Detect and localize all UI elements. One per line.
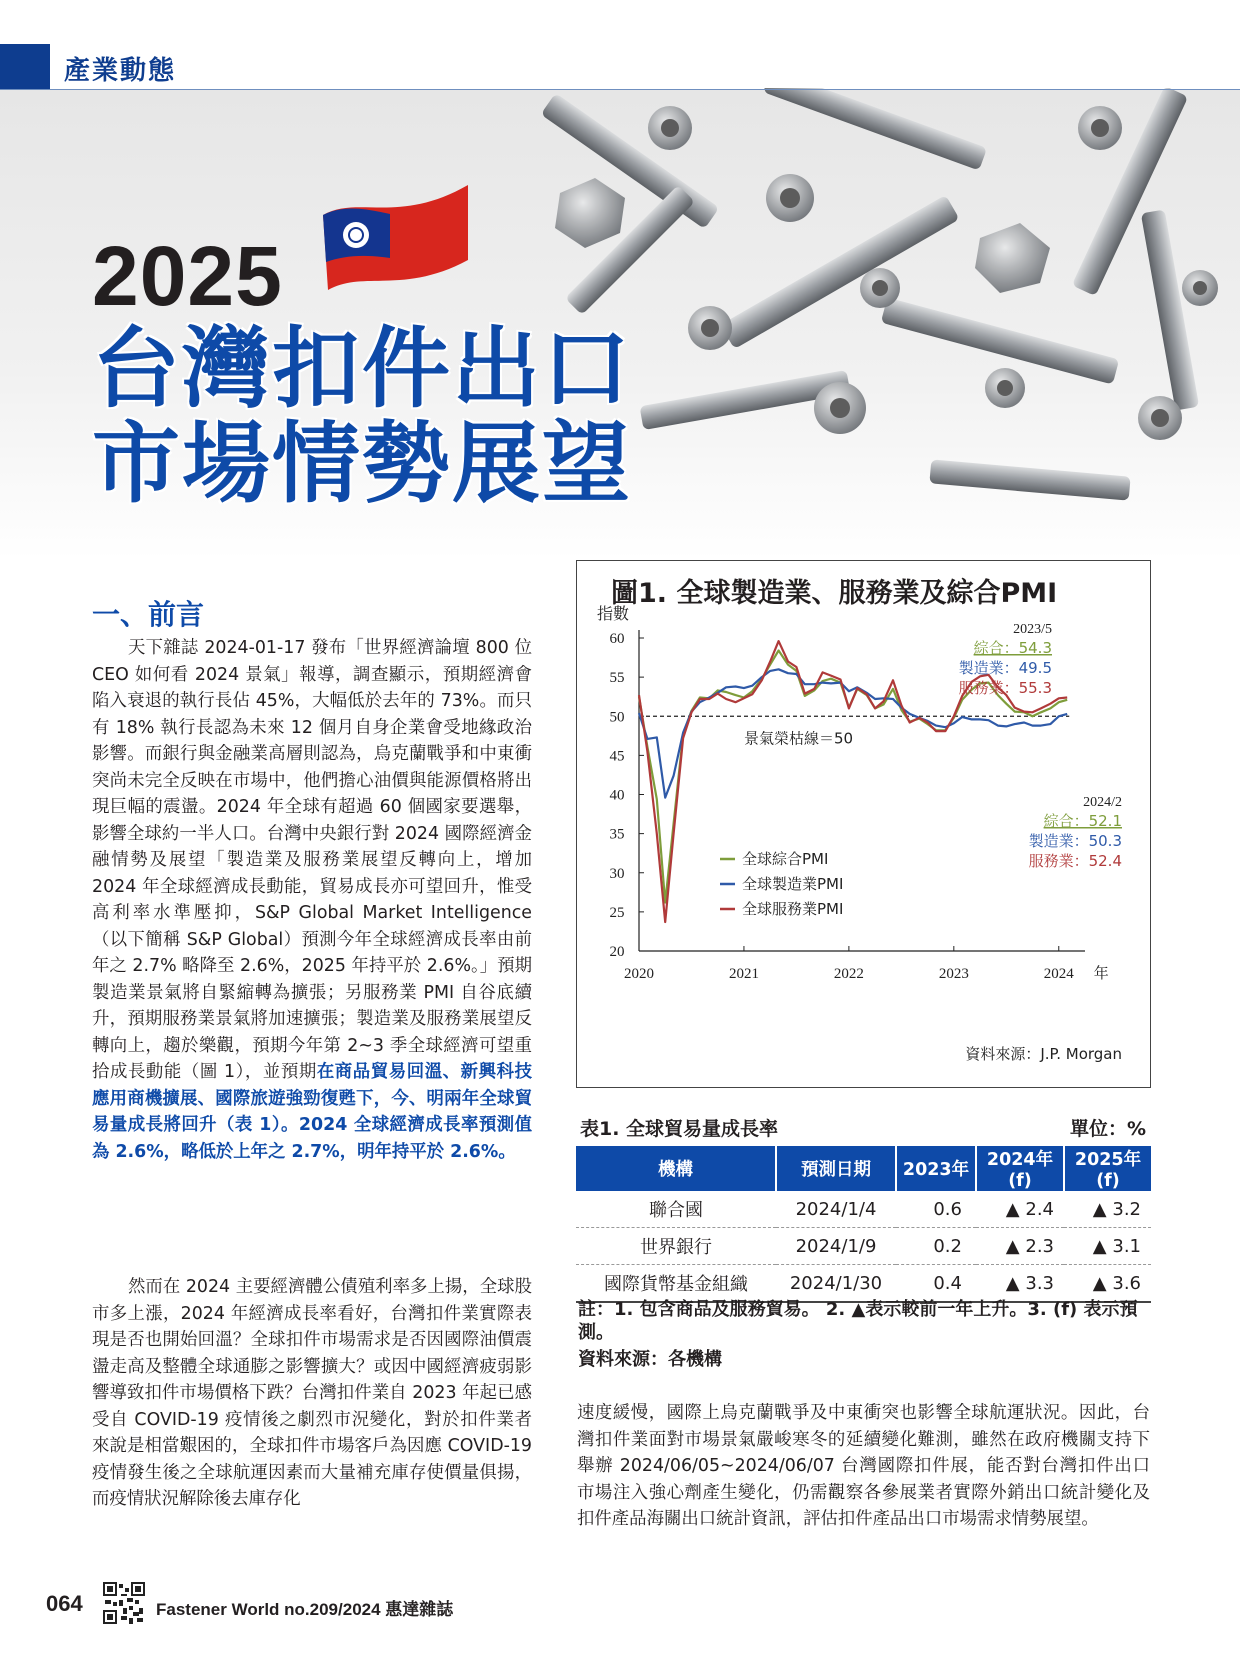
section-tag-label: 產業動態 [64,56,177,86]
trade-growth-table [576,1146,1151,1303]
title-year: 2025 [92,229,283,323]
x-tick-label: 2024 [1043,966,1074,982]
table-cell: 國際貨幣基金組織 [576,1265,776,1303]
section-tag-rule [0,89,1240,90]
annotation-2023-date: 2023/5 [1013,622,1052,637]
annotation-2023-manufacturing: 製造業：49.5 [958,659,1052,677]
paragraph-second: 然而在 2024 主要經濟體公債殖利率多上揚，全球股市多上漲，2024 年經濟成長率看好，台灣扣件業實際表現是否也開始回溫？全球扣件市場需求是否因國際油價震盪走高及整體全球通膨之影響擴大？或因中國經濟疲弱影響導致扣件市場價格下跌？台灣扣件業自 2023 年起已感受自 COVID-19 疫情後之劇烈市況變化，對於扣件業者來說是相當艱困的，全球扣件市場客戶為因應 COVID-19 疫情發生後之全球航運因素而大量補充庫存使價量俱揚，而疫情狀況解除後去庫存化 [92,1277,532,1509]
annotation-2023-composite: 綜合：54.3 [973,639,1052,657]
legend-label: 全球綜合PMI [742,850,829,868]
y-tick-label: 40 [609,787,625,804]
annotation-2024-date: 2024/2 [1083,795,1122,810]
pmi-chart-svg [577,561,1152,1089]
figure-source: 資料來源：J.P. Morgan [965,1045,1122,1063]
page-number: 064 [46,1591,83,1616]
x-tick-label: 2023 [938,966,969,982]
paragraph-intro-highlight: 在商品貿易回溫、新興科技應用商機擴展、國際旅遊強勁復甦下，今、明兩年全球貿易量成長將回升（表 1）。2024 全球經濟成長率預測值為 2.6%，略低於上年之 2.7%，明年持平於 2.6%。 [92,1062,532,1162]
table-cell: ▲ 3.6 [1064,1265,1151,1303]
table-unit: 單位：% [1070,1118,1147,1140]
legend-label: 全球製造業PMI [742,875,844,893]
table-cell: 2024/1/9 [776,1228,896,1265]
table-title: 表1. 全球貿易量成長率 [580,1118,779,1140]
y-tick-label: 25 [609,904,625,921]
table-header-cell: 預測日期 [776,1146,896,1191]
legend-label: 全球服務業PMI [742,900,844,918]
x-tick-label: 2021 [728,966,759,982]
figure-title: 圖1. 全球製造業、服務業及綜合PMI [611,578,1058,609]
table-row [576,1228,1151,1265]
taiwan-flag-icon [318,180,478,305]
y-axis-label: 指數 [597,604,630,623]
table-cell: 聯合國 [576,1191,776,1228]
table-row [576,1191,1151,1228]
table-cell: ▲ 2.4 [976,1191,1064,1228]
table-cell: ▲ 3.1 [1064,1228,1151,1265]
paragraph-intro-text: 天下雜誌 2024-01-17 發布「世界經濟論壇 800 位 CEO 如何看 2024 景氣」報導，調查顯示，預期經濟會陷入衰退的執行長佔 45%，大幅低於去年的 73%。而只有 18% 執行長認為未來 12 個月自身企業會受地緣政治影響。而銀行與金融業高層則認為，烏克蘭戰爭和中東衝突尚未完全反映在市場中，他們擔心油價與能源價格將出現巨幅的震盪。2024 年全球有超過 60 個國家要選舉，影響全球約一半人口。台灣中央銀行對 2024 國際經濟金融情勢及展望「製造業及服務業展望反轉向上，增加 2024 年全球經濟成長動能，貿易成長亦可望回升，惟受高利率水準壓抑，S&P Global Market Intelligence（以下簡稱 S&P Global）預測今年全球經濟成長率由前年之 2.7% 略降至 2.6%，2025 年持平於 2.6%。」預期製造業景氣將自緊縮轉為擴張；另服務業 PMI 自谷底續升，預期服務業景氣將加速擴張；製造業及服務業展望反轉向上，趨於樂觀，預期今年第 2~3 季全球經濟可望重拾成長動能（圖 1），並預期 [92,638,532,1082]
y-tick-label: 30 [609,865,625,882]
annotation-2024-composite: 綜合：52.1 [1043,812,1122,830]
table-header-cell: 機構 [576,1146,776,1191]
y-tick-label: 60 [609,631,625,647]
magazine-name: Fastener World no.209/2024 惠達雜誌 [156,1600,454,1619]
section-heading: 一、前言 [92,598,205,631]
chart-annotations [597,604,1122,1063]
table-cell: ▲ 2.3 [976,1228,1064,1265]
x-tick-label: 2020 [624,966,654,982]
annotation-2024-services: 服務業：52.4 [1028,852,1122,870]
section-tag-bar [0,44,50,90]
annotation-2023-services: 服務業：55.3 [958,679,1052,697]
table-source: 資料來源：各機構 [578,1349,722,1370]
y-tick-label: 50 [609,709,625,726]
y-tick-label: 45 [609,748,625,765]
table-cell: 0.2 [896,1228,976,1265]
table-cell: 0.4 [896,1265,976,1303]
y-tick-label: 20 [609,944,625,960]
table-header-cell: 2023年 [896,1146,976,1191]
figure-pmi-chart [576,560,1151,1088]
table-cell: ▲ 3.2 [1064,1191,1151,1228]
paragraph-intro [92,635,532,1165]
title-line-2: 市場情勢展望 [92,412,633,515]
table-cell: 0.6 [896,1191,976,1228]
table-cell: 世界銀行 [576,1228,776,1265]
table-header-row [576,1146,1151,1191]
title-line-1: 台灣扣件出口 [92,317,633,420]
table-cell: ▲ 3.3 [976,1265,1064,1303]
table-cell: 2024/1/30 [776,1265,896,1303]
qr-code-icon [103,1582,145,1624]
x-axis-label: 年 [1093,964,1109,982]
table-header-cell: 2024年(f) [976,1146,1064,1191]
table-cell: 2024/1/4 [776,1191,896,1228]
annotation-2024-manufacturing: 製造業：50.3 [1028,832,1122,850]
y-tick-label: 35 [609,826,625,843]
baseline-label: 景氣榮枯線＝50 [743,729,854,748]
y-tick-label: 55 [609,670,625,687]
x-tick-label: 2022 [833,966,864,982]
table-row [576,1265,1151,1303]
table-note: 註：1. 包含商品及服務貿易。 2. ▲表示較前一年上升。3. (f) 表示預測。 [578,1299,1138,1343]
table-header-cell: 2025年(f) [1064,1146,1151,1191]
paragraph-third: 速度緩慢，國際上烏克蘭戰爭及中東衝突也影響全球航運狀況。因此，台灣扣件業面對市場景氣嚴峻寒冬的延續變化難測，雖然在政府機關支持下舉辦 2024/06/05~2024/06/07 台灣國際扣件展，能否對台灣扣件出口市場注入強心劑產生變化，仍需觀察各參展業者實際外銷出口統計變化及扣件產品海關出口統計資訊，評估扣件產品出口市場需求情勢展望。 [577,1403,1150,1529]
section-tag [0,44,1240,90]
